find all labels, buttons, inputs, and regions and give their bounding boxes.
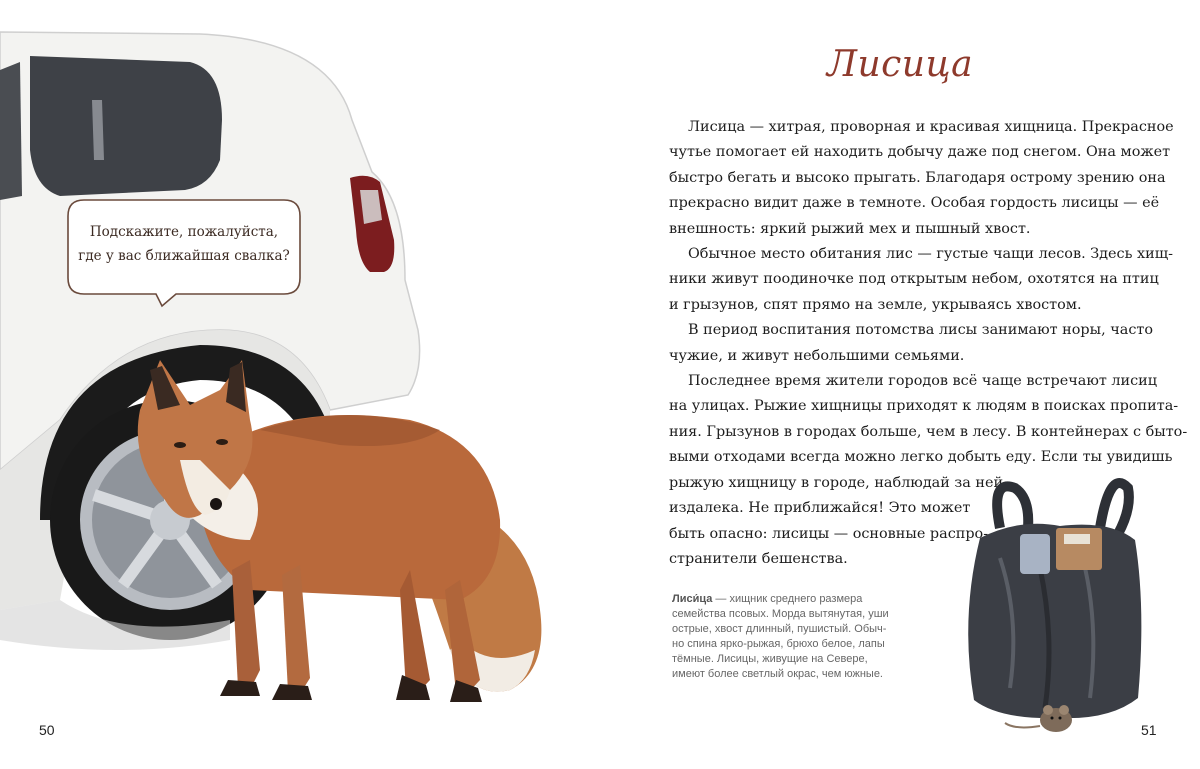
text-line: странители бешенства. bbox=[669, 550, 848, 567]
page-title: Лисица bbox=[826, 44, 974, 85]
text-line: издалека. Не приближайся! Это может bbox=[669, 500, 971, 517]
speech-line-2: где у вас ближайшая свалка? bbox=[78, 248, 290, 264]
text-line: Обычное место обитания лис — густые чащи лесов. Здесь хищ- bbox=[688, 246, 1173, 263]
text-line: ники живут поодиночке под открытым небом, охотятся на птиц bbox=[669, 271, 1159, 288]
text-line: внешность: яркий рыжий мех и пышный хвост. bbox=[669, 220, 1031, 237]
caption-line: семейства псовых. Морда вытянутая, уши bbox=[672, 608, 889, 620]
text-line: на улицах. Рыжие хищницы приходят к людям в поисках пропита- bbox=[669, 398, 1179, 415]
fox-illustration bbox=[110, 350, 570, 720]
speech-line-1: Подскажите, пожалуйста, bbox=[89, 224, 279, 240]
paragraph-2 bbox=[669, 242, 1173, 318]
text-line: В период воспитания потомства лисы занимают норы, часто bbox=[688, 322, 1154, 339]
text-line: быть опасно: лисицы — основные распро- bbox=[669, 525, 989, 542]
paragraph-3 bbox=[669, 318, 1154, 369]
paragraph-1 bbox=[669, 115, 1174, 242]
text-line: быстро бегать и высоко прыгать. Благодаря острому зрению она bbox=[669, 169, 1166, 186]
text-line: и грызунов, спят прямо на земле, укрываясь хвостом. bbox=[669, 296, 1082, 313]
caption-line: тёмные. Лисицы, живущие на Севере, bbox=[672, 653, 868, 665]
text-line: чутье помогает ей находить добычу даже под снегом. Она может bbox=[669, 144, 1171, 161]
caption-line: имеют более светлый окрас, чем южные. bbox=[672, 668, 883, 680]
caption-term: Лиси́ца bbox=[672, 593, 713, 605]
text-line: чужие, и живут небольшими семьями. bbox=[669, 347, 965, 364]
text-line: рыжую хищницу в городе, наблюдай за ней bbox=[669, 474, 1004, 491]
speech-bubble bbox=[66, 198, 302, 296]
right-page bbox=[600, 0, 1200, 769]
caption-line: острые, хвост длинный, пушистый. Обыч- bbox=[672, 623, 887, 635]
caption bbox=[672, 592, 922, 682]
page-number-left: 50 bbox=[39, 722, 55, 738]
text-line: Последнее время жители городов всё чаще встречают лисиц bbox=[688, 373, 1158, 390]
text-line: выми отходами всегда можно легко добыть еду. Если ты увидишь bbox=[669, 449, 1173, 466]
text-line: прекрасно видит даже в темноте. Особая гордость лисицы — её bbox=[669, 195, 1160, 212]
caption-line: но спина ярко-рыжая, брюхо белое, лапы bbox=[672, 638, 885, 650]
garbage-bag-illustration bbox=[960, 468, 1150, 748]
page-number-right: 51 bbox=[1141, 722, 1157, 738]
caption-line-1 bbox=[672, 592, 922, 607]
text-line: ния. Грызунов в городах больше, чем в лесу. В контейнерах с быто- bbox=[669, 423, 1188, 440]
text-line: Лисица — хитрая, проворная и красивая хищница. Прекрасное bbox=[688, 119, 1174, 135]
speech-text bbox=[76, 220, 292, 268]
caption-first-line-rest: — хищник среднего размера bbox=[712, 593, 863, 605]
